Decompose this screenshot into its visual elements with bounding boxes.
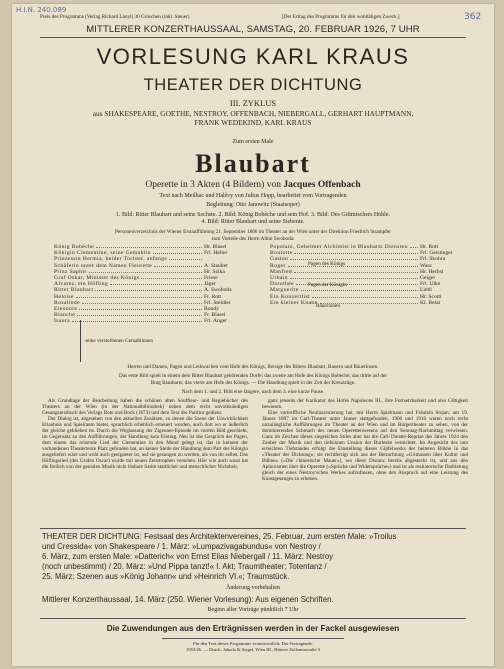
work-subtitle [12,180,494,190]
cast-actor: Fr. Blasel [204,312,226,319]
peasants-group-label: Bäuerinnen [316,303,340,309]
program-line: THEATER DER DICHTUNG: Festsaal des Architektenvereines, 25. Februar, zum ersten Male: »Troilus [42,532,397,541]
cast-actor: Hr. Scotti [420,293,442,300]
cast-left-rows [54,244,254,324]
header-divider [40,37,466,38]
editorial-note-right [262,398,468,524]
cycle-label: III. ZYKLUS [229,98,277,108]
cast-role: Rosalinde [54,299,80,306]
cast-actor: Wass [420,262,432,269]
cast-role: Ein kleiner Knabe [270,299,318,306]
cast-role: König Bobèche [54,244,95,250]
editorial-note-left [42,398,248,524]
cast-actor: Frl. Ulke [420,281,441,288]
editorial-paragraph: Der Dialog ist, abgesehen von den aktuellen Zusätzen, zu denen die Szene der Unwirklichkeit Erlaubnis und Spielraum bietet, sprachlich erheblich erneuert worden, auch dort wo er äußerlich der gleiche geblieben ist. Durch die Weglassung der Zigeuner-Episode im vierten Bild geschieht, im Gegensatz zu den Aufführungen, der Handlung kein Eintrag. Neu ist das Gespräch der Pagen, dem einem das reizende Lied der Clementine in den Mund gelegt ist, das in keinem der vorhandenen Theatertexte Platz gefunden hat, an keiner Stelle der Handlung dem Part der Königin ausgeliefert wäre und wohl auch geeigneter ist, auf sie gesungen zu werden, als von ihr selbst. Das Höflingslied (des Grafen Oscar) wurde mit neuen Zeitstrophen versehen. Hier wie auch sonst hat die freilich von der genialen Musik nicht lösbare Satire stattlicher und menschlicher Nichtheit, [42,416,248,470]
pages-group-label-1: Pagen des Königs [308,261,346,267]
program-line: (noch unbestimmt) / 20. März: »Und Pippa tanzt!« I. Akt; Traumtheater; Totentanz / [42,562,327,571]
scenes-line-2: 4. Bild: Ritter Blaubart und seine Siebente. [201,219,305,225]
leader-dots [76,294,202,298]
cast-role: Prinz Saphir [54,268,87,275]
cast-right-rows [270,244,470,306]
cast-role: Eleonore [54,305,78,312]
editorial-paragraph: Als Grundlage der Bearbeitung haben die schönen alten Souffleur- und Regiebücher des Theaters an der Wien (in der Nationalbibliothek) neben dem recht unvollständigen Gesangstextbuch des Verlags Bote und Bock (1873) und dem Text der Partitur gedient. [42,398,248,416]
cast-actor: Frl. Geistinger [420,250,453,257]
program-sheet [12,4,494,666]
cast-actor: A. Stauber [204,262,228,269]
cast-list-left [54,244,254,324]
cast-role: Manfred [270,268,293,275]
proceeds-note: [Der Ertrag des Programms für den wohltätigen Zweck.] [282,14,400,20]
acts-setting-line-1: Das erste Bild spielt in einem dem Ritter Blaubart gehörenden Dorfe; das zweite am Hofe des Königs Bobèche; das dritte auf der [118,373,388,379]
punctual-start: Beginn aller Vorträge pünktlich 7 Uhr [207,607,299,613]
archive-number-annotation: H.I.N. 240.089 [16,6,67,14]
imprint-divider [162,638,344,639]
cast-role: Ein Konzertlist [270,293,311,300]
work-subtitle-prefix: Operette in 3 Akten (4 Bildern) von [145,180,284,190]
leader-dots [294,250,418,254]
series-title: THEATER DER DICHTUNG [143,76,363,94]
leader-dots [72,318,202,322]
composer-name: Jacques Offenbach [283,180,361,190]
cast-actor: Frl. Heller [204,250,228,257]
leader-dots [95,287,202,291]
page-number-annotation: 362 [464,12,482,22]
widows-brace [80,320,81,362]
fackel-note: Die Zuwendungen aus den Erträgnissen werden in der Fackel ausgewiesen [106,624,400,633]
cast-role: Marguerite [270,287,299,294]
cast-role: Boulotte [270,250,293,257]
cast-role: Blanche [54,312,76,319]
cast-row [54,318,254,324]
leader-dots [89,269,202,273]
cast-intro-line-1: Personenverzeichnis der Wiener Erstaufführung 21. September 1866 im Theater an der Wien unter der Direktion Friedrich Strampfer [115,229,391,235]
cast-actor: Liebl [420,287,432,294]
cast-role: Alvarez, ein Höfling [54,281,109,288]
cast-actor: Jäger [204,281,216,288]
first-time-label: Zum ersten Male [232,139,274,145]
changes-reserved: Änderung vorbehalten [226,585,280,591]
leader-dots [294,269,418,273]
cast-actor: Frl. Skuhra [420,256,446,263]
cast-actor: Kl. Belai [420,299,441,306]
cast-actor: Fr. Rott [204,293,222,300]
imprint-line-1: Für den Text dieses Programms verantwortlich: Der Vortragende. [193,641,313,646]
cast-actor: Hr. Szika [204,268,225,275]
leader-dots [82,300,202,304]
pages-group-label-2: Pagen der Königin [308,282,347,288]
program-line: 6. März, zum ersten Male: »Datterich« von Ernst Elias Niebergall / 11. März: Nestroy [42,552,334,561]
leader-dots [77,312,202,316]
cast-actor: Hr. Rott [420,244,439,250]
program-divider [40,528,466,529]
cast-role: Dorothée [270,281,295,288]
cast-list-right [270,244,470,306]
leader-dots [290,275,418,279]
upcoming-program [42,532,472,582]
authors-line-1: aus SHAKESPEARE, GOETHE, NESTROY, OFFENBACH, NIEBERGALL, GERHART HAUPTMANN, [92,109,414,118]
ensemble-line: Herren und Damen, Pagen und Leibwachen vom Hofe des Königs, Reisige des Ritters Blaubart, Bauern und Bäuerinnen. [127,364,379,370]
leader-dots [290,256,418,260]
cast-intro-line-2: zum Vorteile des Herrn Albin Swoboda: [211,236,295,242]
widows-group-label: seine verstorbenen Gemahlinnen [85,338,153,344]
leader-dots [110,281,202,285]
cast-row [270,300,470,306]
imprint-line-2: 1953/26. — Druck: Jahoda & Siegel, Wien III., Hintere Zollamtsstraße 3 [186,647,320,652]
leader-dots [410,244,418,248]
next-reading: Mittlerer Konzerthaussaal, 14. März (250. Wiener Vorlesung): Aus eigenen Schriften. [42,595,334,604]
cast-role: Heloise [54,293,74,300]
authors-line-2: FRANK WEDEKIND, KARL KRAUS [194,118,312,127]
cast-actor: Friese [204,274,218,281]
acts-setting-line-2: Burg Blaubarts; das vierte am Hofe des Königs. — Die Handlung spielt in der Zeit der Kreuzzüge. [150,380,356,386]
editorial-paragraph: ganz jenseits der Karikatur des Hofes Napoleons III., ihre Fortsetzbarkeit und also Giltigkeit bewiesen. [262,398,468,410]
reading-title: VORLESUNG KARL KRAUS [96,44,410,69]
leader-dots [169,256,202,260]
price-note: Preis des Programms (Verlag Richard Lányi) 30 Groschen (inkl. Steuer) [40,14,190,20]
leader-dots [96,244,202,248]
accompaniment: Begleitung: Otto Janowitz (Staatsoper) [206,202,300,208]
footer-divider [40,618,466,619]
work-title: Blaubart [195,149,311,178]
cast-actor: Frl. Steidler [204,299,231,306]
cast-role: Königin Clementine, seine Gemahlin [54,250,151,257]
scenes-line-1: 1. Bild: Ritter Blaubart und seine Sechste. 2. Bild: König Bobèche und sein Hof. 3. Bild: Des Giftmischers Hohle. [116,212,390,218]
cast-role: Roger [270,262,286,269]
cast-role: Graf Oskar, Minister des Königs [54,274,140,281]
cast-actor: Frl. Anger [204,318,227,325]
cast-actor: Bondy [204,305,219,312]
leader-dots [154,263,202,267]
program-line: 25. März: Szenen aus »König Johann« und »Heinrich VI.«; Traumstück. [42,572,290,581]
cast-actor: A. Swoboda [204,287,232,294]
text-credit: Text nach Meilhac und Halévy von Julius Hopp, bearbeitet vom Vortragenden [159,193,347,199]
cast-role: Urbain [270,274,288,281]
editorial-paragraph: Eine vortreffliche Neuinszenierung hat, mit Herrn Spielmann und Fräulein Stojan, am 19. Jänner 1897 im Carl-Theater unter Jauner stattgefunden. 1906 und 1916 waren noch recht unzulängliche Aufführungen im Theater an der Wien und im Bürgertheater zu sehen, von der dominierenden Schmach des neuen Operettenwesens auf den Sonntag-Nachmittag verwiesen. Ganz im Zeichen dieses siegreichen Stiles aber hat die Carl-Theater-Reprise des Jahres 1924 den Zauber der Musik und den tiefsinnen Unsinn der Burleske vernichtet. Im Angesicht des nun erreichten Tiefstandes erfolgt die Einstellung dieses Gipfelwerks der heiteren Bühne in das »Theater der Dichtung«; sie rechtfertigt sich aus der Betrachtung »Grimassen über Kultur und Bühne« (»Die chinesische Mauer«), wo diese Distanz bereits abgesteckt ist, und aus den Aphorismen über die Operette (»Sprüche und Widersprüche«) und ist als rezitatorische Darbietung gleich der eines Nestroy'schen Werkes aufzufassen, ohne den Anspruch auf eine Leistung des Kunstgesanges zu erheben. [262,410,468,482]
cast-role: Isaura [54,318,71,325]
leader-dots [141,275,202,279]
leader-dots [79,306,202,310]
cast-actor: Geiger [420,274,436,281]
leader-dots [153,250,202,254]
program-line: und Cressida« von Shakespeare / 1. März: »Lumpazivagabundus« von Nestroy / [42,542,321,551]
cast-role: Ritter Blaubart [54,287,94,294]
cast-role: Gaston [270,256,289,263]
venue-date-line: MITTLERER KONZERTHAUSSAAL, SAMSTAG, 20. FEBRUAR 1926, 7 UHR [86,24,420,35]
leader-dots [312,294,418,298]
pause-line: Nach dem 1. und 2. Bild eine längere, nach dem 3. eine kurze Pause. [181,389,325,395]
cast-actor: Hr. Herbst [420,268,444,275]
cast-role: Popolani, Geheimer Alchimist in Blaubarts Diensten [270,244,408,250]
cast-role: Schäferin unter dem Namen Fleurette [54,262,153,269]
cast-actor: Hr. Blasel [204,244,227,250]
cast-role: Prinzessin Hermia, beider Tochter, anfangs [54,256,168,263]
